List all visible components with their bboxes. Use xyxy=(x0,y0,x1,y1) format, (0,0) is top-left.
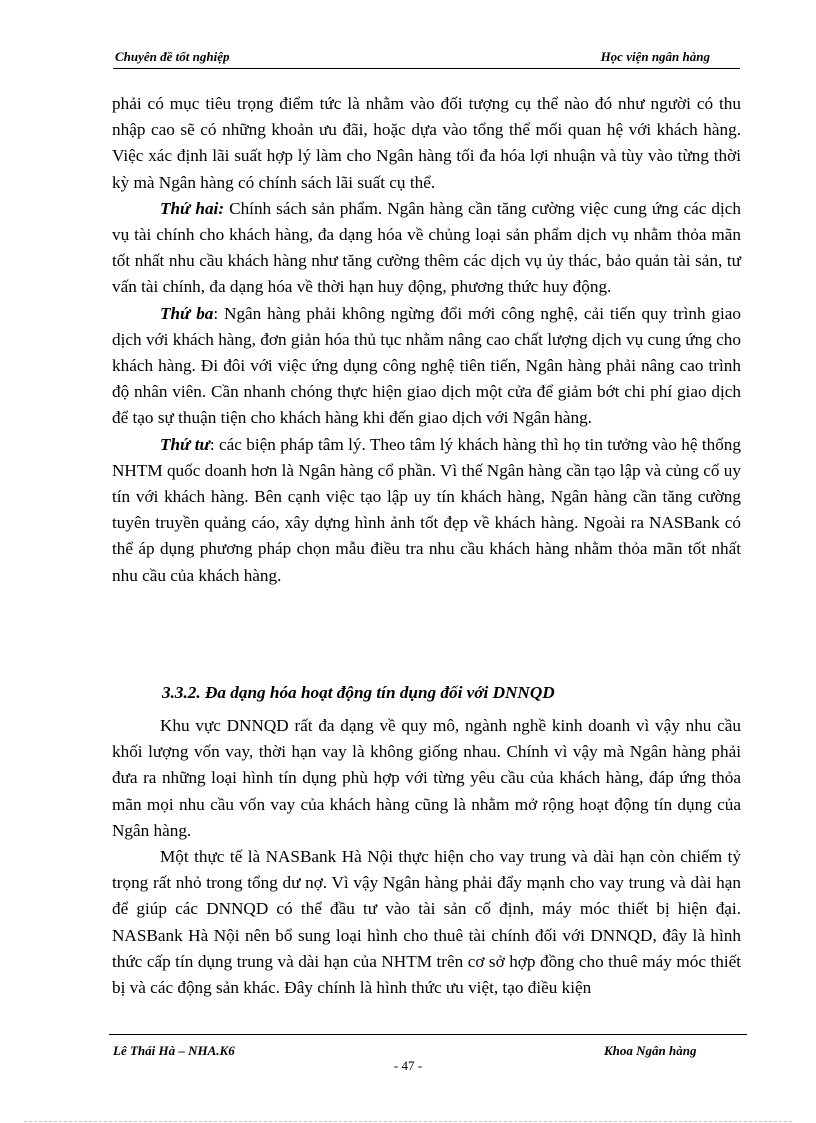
body-text xyxy=(112,91,741,589)
paragraph-lead: Thứ tư xyxy=(160,434,210,454)
page-number: - 47 - xyxy=(393,1058,423,1073)
page-edge-divider xyxy=(24,1121,792,1122)
footer-divider xyxy=(109,1034,747,1035)
footer-department: Khoa Ngân hàng xyxy=(604,1043,697,1058)
paragraph xyxy=(112,196,741,301)
paragraph: Một thực tế là NASBank Hà Nội thực hiện cho vay trung và dài hạn còn chiếm tỷ trọng rất nhỏ trong tổng dư nợ. Vì vậy Ngân hàng phải đẩy mạnh cho vay trung và dài hạn để giúp các DNNQD có thể đầu tư vào tài sản cố định, máy móc thiết bị hiện đại. NASBank Hà Nội nên bổ sung loại hình cho thuê tài chính đối với DNNQD, đây là hình thức cấp tín dụng trung và dài hạn của NHTM trên cơ sở hợp đồng cho thuê máy móc thiết bị và các động sản khác. Đây chính là hình thức ưu việt, tạo điều kiện xyxy=(112,847,741,998)
paragraph-lead: Thứ ba xyxy=(160,303,214,323)
section-heading: 3.3.2. Đa dạng hóa hoạt động tín dụng đối với DNNQD xyxy=(162,683,555,702)
paragraph: Khu vực DNNQD rất đa dạng về quy mô, ngành nghề kinh doanh vì vậy nhu cầu khối lượng vốn vay, thời hạn vay là không giống nhau. Chính vì vậy mà Ngân hàng phải đưa ra những loại hình tín dụng phù hợp với từng yêu cầu của khách hàng, đáp ứng thỏa mãn mọi nhu cầu vốn vay của khách hàng cũng là nhằm mở rộng hoạt động tín dụng của Ngân hàng. xyxy=(112,716,741,840)
header-left-title: Chuyên đề tốt nghiệp xyxy=(115,49,230,64)
paragraph xyxy=(112,301,741,432)
paragraph-text: Chính sách sản phẩm. Ngân hàng cần tăng cường việc cung ứng các dịch vụ tài chính cho khách hàng, đa dạng hóa về chủng loại sản phẩm dịch vụ nhằm thỏa mãn tốt nhất nhu cầu khách hàng như tăng cường thêm các dịch vụ ủy thác, bảo quản tài sản, tư vấn tài chính, đa dạng hóa về thời hạn huy động, phương thức huy động. xyxy=(112,198,741,297)
footer-author: Lê Thái Hà – NHA.K6 xyxy=(113,1043,235,1058)
page-header xyxy=(113,46,740,69)
paragraph-text: : Ngân hàng phải không ngừng đổi mới công nghệ, cải tiến quy trình giao dịch với khách hàng, đơn giản hóa thủ tục nhằm nâng cao chất lượng dịch vụ cung ứng cho khách hàng. Đi đôi với việc ứng dụng công nghệ tiên tiến, Ngân hàng phải nâng cao trình độ nhân viên. Cần nhanh chóng thực hiện giao dịch một cửa để giảm bớt chi phí giao dịch để tạo sự thuận tiện cho khách hàng khi đến giao dịch với Ngân hàng. xyxy=(112,303,741,428)
header-right-title: Học viện ngân hàng xyxy=(600,49,710,64)
paragraph xyxy=(112,432,741,589)
section-body-text xyxy=(112,713,741,1001)
paragraph xyxy=(112,91,741,196)
paragraph-text: : các biện pháp tâm lý. Theo tâm lý khách hàng thì họ tin tưởng vào hệ thống NHTM quốc doanh hơn là Ngân hàng cổ phần. Vì thế Ngân hàng cần tạo lập và củng cố uy tín với khách hàng. Bên cạnh việc tạo lập uy tín khách hàng, Ngân hàng cần tăng cường tuyên truyền quảng cáo, xây dựng hình ảnh tốt đẹp về khách hàng. Ngoài ra NASBank có thể áp dụng phương pháp chọn mẫu điều tra nhu cầu khách hàng nhằm thỏa mãn tốt nhất nhu cầu của khách hàng. xyxy=(112,434,741,585)
paragraph-lead: Thứ hai: xyxy=(160,198,225,218)
paragraph-text: phải có mục tiêu trọng điểm tức là nhằm vào đối tượng cụ thể nào đó như người có thu nhập cao sẽ có những khoản ưu đãi, hoặc dựa vào tổng thể mối quan hệ với khách hàng. Việc xác định lãi suất hợp lý làm cho Ngân hàng tối đa hóa lợi nhuận và tùy vào từng thời kỳ mà Ngân hàng có chính sách lãi suất cụ thể. xyxy=(112,94,741,192)
